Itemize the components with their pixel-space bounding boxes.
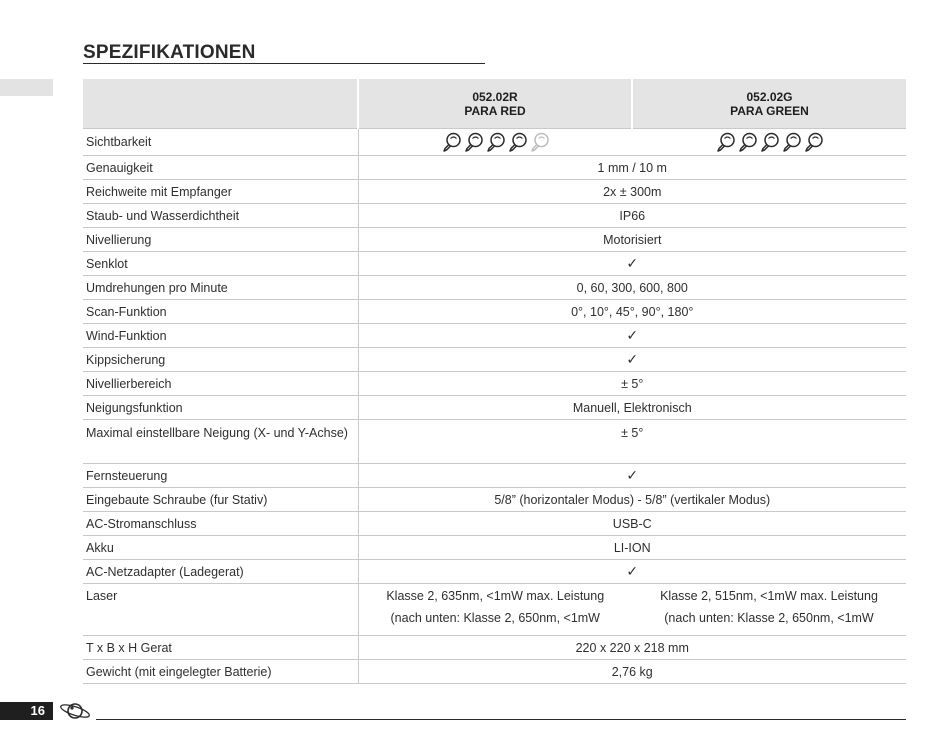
spec-row [83,396,906,420]
row-value: LI-ION [358,536,906,560]
row-value: ✓ [358,252,906,276]
light-bulb-icon [463,132,484,152]
row-label: Fernsteuerung [83,464,358,488]
row-label: Neigungsfunktion [83,396,358,420]
row-value: 2,76 kg [358,660,906,684]
spec-row [83,180,906,204]
row-label: Wind-Funktion [83,324,358,348]
spec-table [83,79,906,684]
row-value: ± 5° [358,420,906,464]
header-empty [83,79,358,129]
laser-red-line1: Klasse 2, 635nm, <1mW max. Leistung [386,589,605,603]
row-label: Nivellierung [83,228,358,252]
spec-row [83,660,906,684]
visibility-rating-green [715,132,824,152]
visibility-red [358,129,632,156]
spec-row [83,512,906,536]
spec-row [83,300,906,324]
row-visibility [83,129,906,156]
row-value: 5/8” (horizontaler Modus) - 5/8” (vertikaler Modus) [358,488,906,512]
spec-row [83,204,906,228]
spec-row [83,636,906,660]
row-label: Eingebaute Schraube (fur Stativ) [83,488,358,512]
row-value: 0°, 10°, 45°, 90°, 180° [358,300,906,324]
row-label: Umdrehungen pro Minute [83,276,358,300]
header-row [83,79,906,129]
row-label: Kippsicherung [83,348,358,372]
visibility-rating-red [441,132,550,152]
row-label: Senklot [83,252,358,276]
row-label: Reichweite mit Empfanger [83,180,358,204]
row-value: ± 5° [358,372,906,396]
row-value: Motorisiert [358,228,906,252]
light-bulb-icon [759,132,780,152]
row-label: Scan-Funktion [83,300,358,324]
light-bulb-icon [803,132,824,152]
row-value: ✓ [358,324,906,348]
spec-row [83,252,906,276]
side-tab [0,79,53,96]
spec-row [83,228,906,252]
header-green [632,79,906,129]
light-bulb-icon [715,132,736,152]
title-underline [83,63,485,64]
spec-row [83,324,906,348]
row-label: T x B x H Gerat [83,636,358,660]
spec-row [83,560,906,584]
row-value: USB-C [358,512,906,536]
row-label: AC-Netzadapter (Ladegerat) [83,560,358,584]
spec-row [83,536,906,560]
laser-green-line1: Klasse 2, 515nm, <1mW max. Leistung [660,589,878,603]
row-value: ✓ [358,464,906,488]
light-bulb-icon [737,132,758,152]
page-number: 16 [0,702,53,720]
header-red [358,79,632,129]
light-bulb-icon [507,132,528,152]
visibility-green [632,129,906,156]
row-label: Sichtbarkeit [83,129,358,156]
spec-row [83,276,906,300]
light-bulb-icon [781,132,802,152]
header-green-code: 052.02G [746,89,793,104]
header-red-code: 052.02R [472,89,518,104]
row-value: ✓ [358,348,906,372]
laser-red [358,584,632,636]
header-green-name: PARA GREEN [730,103,809,118]
spec-row [83,348,906,372]
row-label: Staub- und Wasserdichtheit [83,204,358,228]
page-title: SPEZIFIKATIONEN [83,42,256,63]
row-label: Akku [83,536,358,560]
spec-row [83,488,906,512]
row-label: AC-Stromanschluss [83,512,358,536]
footer-rule [96,719,906,720]
light-bulb-icon [529,132,550,152]
header-red-name: PARA RED [464,103,526,118]
laser-red-line2: (nach unten: Klasse 2, 650nm, <1mW [390,611,600,625]
light-bulb-icon [441,132,462,152]
row-value: ✓ [358,560,906,584]
row-laser [83,584,906,636]
planet-logo-icon [59,700,91,722]
light-bulb-icon [485,132,506,152]
spec-row [83,464,906,488]
laser-green-line2: (nach unten: Klasse 2, 650nm, <1mW [664,611,874,625]
row-value: 2x ± 300m [358,180,906,204]
row-value: 220 x 220 x 218 mm [358,636,906,660]
row-value: 0, 60, 300, 600, 800 [358,276,906,300]
spec-row [83,156,906,180]
row-label: Nivellierbereich [83,372,358,396]
spec-row [83,420,906,464]
row-label: Maximal einstellbare Neigung (X- und Y-Achse) [83,420,358,464]
spec-row [83,372,906,396]
row-label: Genauigkeit [83,156,358,180]
laser-green [632,584,906,636]
row-label: Gewicht (mit eingelegter Batterie) [83,660,358,684]
row-value: Manuell, Elektronisch [358,396,906,420]
row-value: 1 mm / 10 m [358,156,906,180]
row-label: Laser [83,584,358,636]
row-value: IP66 [358,204,906,228]
